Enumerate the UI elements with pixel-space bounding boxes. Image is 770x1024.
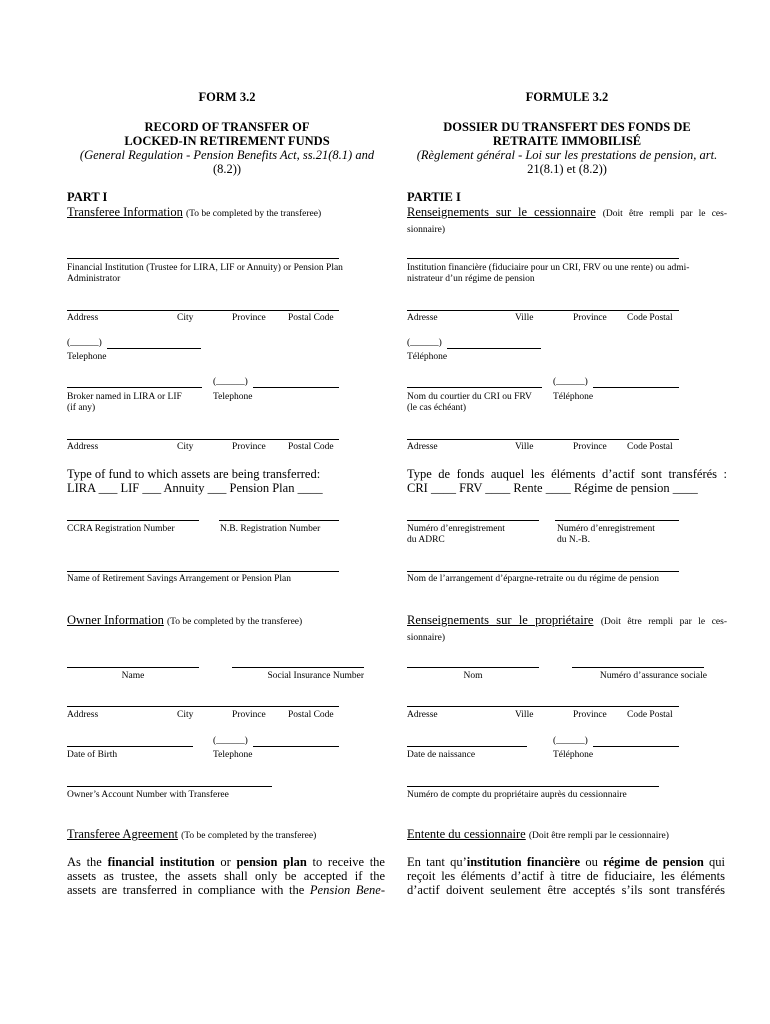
owner-info-title: Owner Information	[67, 613, 164, 627]
city-label: City	[177, 313, 194, 323]
address-field-line-fr[interactable]	[407, 310, 679, 311]
ccra-label-fr	[407, 524, 505, 546]
transferee-info-heading-fr-line-1	[407, 204, 727, 222]
owner-info-note-fr-2: sionnaire)	[407, 633, 445, 643]
dob-label: Date of Birth	[67, 750, 118, 760]
broker-city-label-fr: Ville	[515, 442, 534, 452]
owner-address-label-fr: Adresse	[407, 710, 438, 720]
agreement-paragraph-fr	[407, 855, 725, 897]
broker-phone-area-code-fr[interactable]: (______)	[553, 377, 588, 387]
broker-address-field-line-fr[interactable]	[407, 439, 679, 440]
telephone-label-fr: Téléphone	[407, 352, 448, 362]
agreement-line-2: assets as trustee, the assets shall only be accepted if the	[67, 869, 385, 883]
form-title-line-1: RECORD OF TRANSFER OF	[144, 120, 310, 134]
sin-field-line-fr[interactable]	[572, 667, 704, 668]
broker-label-fr-line-1: Nom du courtier du CRI ou FRV	[407, 392, 532, 402]
agreement-heading-fr	[407, 826, 669, 844]
owner-info-heading-fr	[407, 612, 727, 646]
broker-city-label: City	[177, 442, 194, 452]
owner-telephone-label-fr: Téléphone	[553, 750, 594, 760]
form-label-fr: FORMULE 3.2	[525, 90, 609, 104]
agreement-text: assets are transferred in compliance with the	[67, 883, 310, 897]
owner-phone-area-code[interactable]: (______)	[213, 736, 248, 746]
fund-type-options[interactable]: LIRA ___ LIF ___ Annuity ___ Pension Plan ____	[67, 481, 323, 495]
owner-city-label: City	[177, 710, 194, 720]
broker-postal-code-label: Postal Code	[288, 442, 334, 452]
address-label: Address	[67, 313, 99, 323]
agreement-fr-text: qui	[703, 855, 725, 869]
address-field-line[interactable]	[67, 310, 339, 311]
owner-info-heading-fr-line-1	[407, 612, 727, 630]
owner-info-title-fr: Renseignements sur le propriétaire	[407, 613, 594, 627]
agreement-title: Transferee Agreement	[67, 827, 178, 841]
broker-postal-code-label-fr: Code Postal	[627, 442, 673, 452]
province-label-fr: Province	[573, 313, 607, 323]
agreement-fr-term-regime: régime de pension	[603, 855, 704, 869]
fi-label-line-2: Administrator	[67, 274, 121, 284]
rsa-name-label: Name of Retirement Savings Arrangement or Pension Plan	[67, 574, 291, 584]
english-column	[67, 0, 387, 1024]
name-field-line[interactable]	[67, 667, 199, 668]
name-field-line-fr[interactable]	[407, 667, 539, 668]
regulation-text: (General Regulation - Pension Benefits Act, ss.21(8.1) and	[79, 148, 375, 162]
transferee-info-note-fr: (Doit être rempli par le ces-	[602, 209, 727, 219]
agreement-fr-line-1	[407, 855, 725, 869]
rsa-name-label-fr: Nom de l’arrangement d’épargne-retraite ou du régime de pension	[407, 574, 660, 584]
city-label-fr: Ville	[515, 313, 534, 323]
owner-address-field-line-fr[interactable]	[407, 706, 679, 707]
transferee-info-title: Transferee Information	[67, 205, 183, 219]
broker-field-line-fr[interactable]	[407, 387, 542, 388]
rsa-name-field-line[interactable]	[67, 571, 339, 572]
broker-phone-line[interactable]	[253, 387, 339, 388]
phone-field-line[interactable]	[107, 348, 201, 349]
form-title-fr-line-1: DOSSIER DU TRANSFERT DES FONDS DE	[443, 120, 691, 134]
name-label-fr: Nom	[463, 671, 483, 681]
regulation-line-1	[67, 148, 387, 162]
broker-address-label-fr: Adresse	[407, 442, 438, 452]
phone-field-line-fr[interactable]	[447, 348, 541, 349]
sin-label-fr: Numéro d’assurance sociale	[599, 671, 707, 681]
transferee-info-note: (To be completed by the transferee)	[185, 209, 322, 219]
fi-label-line-1: Financial Institution (Trustee for LIRA, LIF or Annuity) or Pension Plan	[67, 263, 343, 273]
ccra-field-line[interactable]	[67, 520, 199, 521]
phone-area-code[interactable]: (______)	[67, 338, 102, 348]
address-label-fr: Adresse	[407, 313, 438, 323]
owner-postal-code-label-fr: Code Postal	[627, 710, 673, 720]
owner-phone-line[interactable]	[253, 746, 339, 747]
owner-phone-line-fr[interactable]	[593, 746, 679, 747]
fund-type-question: Type of fund to which assets are being transferred:	[67, 467, 321, 481]
postal-code-label-fr: Code Postal	[627, 313, 673, 323]
broker-province-label: Province	[232, 442, 266, 452]
broker-phone-area-code[interactable]: (______)	[213, 377, 248, 387]
agreement-note-fr: (Doit être rempli par le cessionnaire)	[528, 831, 669, 841]
broker-label-fr	[407, 392, 532, 414]
agreement-text: to receive the	[306, 855, 385, 869]
form-title-fr-line-2: RETRAITE IMMOBILISÉ	[492, 134, 642, 148]
nb-reg-label: N.B. Registration Number	[220, 524, 321, 534]
owner-info-note-fr: (Doit être rempli par le ces-	[600, 617, 728, 627]
french-column	[407, 0, 727, 1024]
fund-type-question-fr: Type de fonds auquel les éléments d’actif sont transférés :	[407, 467, 727, 481]
owner-address-field-line[interactable]	[67, 706, 339, 707]
dob-field-line-fr[interactable]	[407, 746, 527, 747]
dob-label-fr: Date de naissance	[407, 750, 476, 760]
transferee-info-title-fr: Renseignements sur le cessionnaire	[407, 205, 596, 219]
agreement-fr-line-2: reçoit les éléments d’actif à titre de fiduciaire, les éléments	[407, 869, 725, 883]
owner-account-field-line-fr[interactable]	[407, 786, 659, 787]
ccra-label-fr-line-2: du ADRC	[407, 535, 445, 545]
broker-province-label-fr: Province	[573, 442, 607, 452]
owner-phone-area-code-fr[interactable]: (______)	[553, 736, 588, 746]
agreement-term-financial-institution: financial institution	[107, 855, 215, 869]
broker-telephone-label: Telephone	[213, 392, 253, 402]
agreement-line-1	[67, 855, 385, 869]
agreement-fr-line-3: d’actif doivent seulement être acceptés s’ils sont transférés	[407, 883, 725, 897]
name-label: Name	[121, 671, 145, 681]
owner-telephone-label: Telephone	[213, 750, 253, 760]
sin-label: Social Insurance Number	[267, 671, 364, 681]
broker-field-line[interactable]	[67, 387, 202, 388]
fi-label-fr-line-2: nistrateur d’un régime de pension	[407, 274, 535, 284]
agreement-term-pension-plan: pension plan	[236, 855, 307, 869]
fi-label-fr-line-1: Institution financière (fiduciaire pour un CRI, FRV ou une rente) ou admi-	[407, 263, 690, 273]
ccra-field-line-fr[interactable]	[407, 520, 539, 521]
agreement-fr-text: ou	[580, 855, 604, 869]
ccra-label: CCRA Registration Number	[67, 524, 175, 534]
transferee-info-heading-fr	[407, 204, 727, 238]
form-label: FORM 3.2	[198, 90, 256, 104]
broker-telephone-label-fr: Téléphone	[553, 392, 594, 402]
fi-label-fr	[407, 263, 727, 285]
province-label: Province	[232, 313, 266, 323]
agreement-fr-text: En tant qu’	[407, 855, 467, 869]
nb-reg-field-line[interactable]	[219, 520, 339, 521]
phone-area-code-fr[interactable]: (______)	[407, 338, 442, 348]
part-heading-fr: PARTIE I	[407, 190, 461, 204]
owner-account-field-line[interactable]	[67, 786, 272, 787]
form-title-line-2: LOCKED-IN RETIREMENT FUNDS	[124, 134, 330, 148]
agreement-text: As the	[67, 855, 108, 869]
nb-reg-label-fr-line-1: Numéro d’enregistrement	[557, 524, 655, 534]
agreement-text: or	[214, 855, 237, 869]
agreement-title-fr: Entente du cessionnaire	[407, 827, 526, 841]
broker-address-label: Address	[67, 442, 99, 452]
owner-address-label: Address	[67, 710, 99, 720]
part-heading: PART I	[67, 190, 108, 204]
transferee-info-note-fr-2: sionnaire)	[407, 225, 445, 235]
transferee-info-heading	[67, 204, 321, 222]
nb-reg-label-fr	[557, 524, 655, 546]
nb-reg-field-line-fr[interactable]	[555, 520, 679, 521]
ccra-label-fr-line-1: Numéro d’enregistrement	[407, 524, 505, 534]
postal-code-label: Postal Code	[288, 313, 334, 323]
agreement-act-name: Pension Bene-	[309, 883, 385, 897]
fi-label	[67, 263, 387, 285]
agreement-fr-term-institution: institution financière	[466, 855, 581, 869]
telephone-label: Telephone	[67, 352, 107, 362]
agreement-paragraph	[67, 855, 385, 897]
regulation-fr-line-2: 21(8.1) et (8.2))	[527, 162, 607, 176]
fi-field-line-fr[interactable]	[407, 258, 679, 259]
broker-label-line-1: Broker named in LIRA or LIF	[67, 392, 182, 402]
fund-type	[67, 467, 387, 495]
fund-type-fr	[407, 467, 727, 495]
broker-label	[67, 392, 182, 414]
owner-info-note: (To be completed by the transferee)	[166, 617, 303, 627]
regulation-fr-line-1	[407, 148, 727, 162]
owner-account-label-fr: Numéro de compte du propriétaire auprès du cessionnaire	[407, 790, 627, 800]
owner-province-label-fr: Province	[573, 710, 607, 720]
agreement-note: (To be completed by the transferee)	[181, 831, 317, 841]
nb-reg-label-fr-line-2: du N.-B.	[557, 535, 590, 545]
owner-info-heading	[67, 612, 302, 630]
owner-province-label: Province	[232, 710, 266, 720]
broker-address-field-line[interactable]	[67, 439, 339, 440]
sin-field-line[interactable]	[232, 667, 364, 668]
regulation-fr-text: (Règlement général - Loi sur les prestations de pension, art.	[416, 148, 718, 162]
regulation-line-2: (8.2))	[212, 162, 242, 176]
fund-type-options-fr[interactable]: CRI ____ FRV ____ Rente ____ Régime de pension ____	[407, 481, 698, 495]
fi-field-line[interactable]	[67, 258, 339, 259]
dob-field-line[interactable]	[67, 746, 193, 747]
agreement-heading	[67, 826, 316, 844]
broker-label-fr-line-2: (le cas échéant)	[407, 403, 467, 413]
owner-city-label-fr: Ville	[515, 710, 534, 720]
rsa-name-field-line-fr[interactable]	[407, 571, 679, 572]
agreement-line-3	[67, 883, 385, 897]
broker-phone-line-fr[interactable]	[593, 387, 679, 388]
broker-label-line-2: (if any)	[67, 403, 96, 413]
owner-postal-code-label: Postal Code	[288, 710, 334, 720]
owner-account-label: Owner’s Account Number with Transferee	[67, 790, 229, 800]
